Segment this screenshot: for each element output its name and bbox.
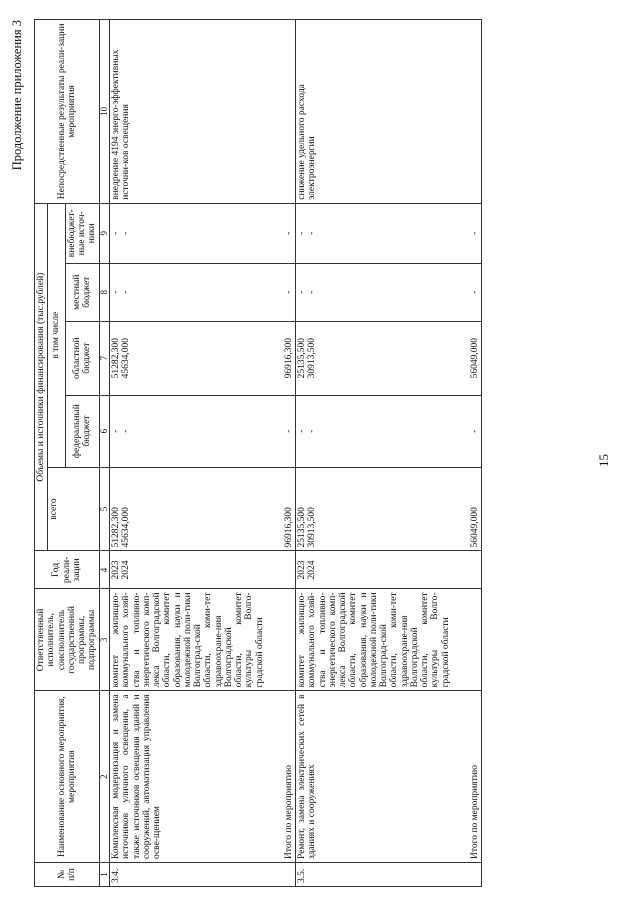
measure-name: Комплексная модернизация и замена источников уличного освещения, а также источников освещения зданий и сооружений, автоматизация управления осве-щением bbox=[110, 691, 270, 863]
header-local: местный бюджет bbox=[65, 263, 99, 321]
column-number-row bbox=[99, 20, 110, 887]
extra-value: - bbox=[297, 231, 308, 235]
measure-name: Ремонт, замена электрических сетей в зданиях и сооружениях bbox=[296, 691, 456, 863]
total-value: 30913,500 bbox=[307, 507, 318, 548]
local-cell bbox=[296, 263, 456, 321]
col-num: 10 bbox=[99, 20, 110, 204]
year-cell bbox=[296, 551, 456, 589]
year-value: 2023 bbox=[111, 560, 122, 580]
responsible-text: комитет жилищно-коммунального хозяй-ства и топливно-энергетического комп-лекса Волгоградской области, комитет образования, науки и молодежной поли-тики Волгоград-ской области, коми-тет здравоохране-ния Волгоградской области, комитет культуры Волго-градской области bbox=[296, 589, 456, 691]
year-value: 2024 bbox=[121, 560, 132, 580]
extra-value: - bbox=[111, 231, 122, 235]
regional-value: 25135,500 bbox=[297, 337, 308, 379]
extra-cell bbox=[296, 203, 456, 263]
total-value: 25135,500 bbox=[297, 507, 308, 548]
subtotal-regional: 96916,300 bbox=[270, 321, 296, 395]
table-row bbox=[456, 20, 482, 887]
subtotal-label: Итого по мероприятию bbox=[270, 691, 296, 863]
header-funding: Объемы и источники финансирования (тыс.рублей) bbox=[35, 203, 48, 551]
table-row bbox=[296, 20, 456, 887]
subtotal-extra: - bbox=[456, 203, 482, 263]
responsible-text: комитет жилищно-коммунального хозяй-ства и топливно-энергетического комп-лекса Волгоградской области, комитет образования, науки и молодежной поли-тики Волгоград-ской области, коми-тет здравоохране-ния Волгоградской области, комитет культуры Волго-градской области bbox=[110, 589, 270, 691]
local-value: - bbox=[307, 290, 318, 294]
subtotal-federal: - bbox=[270, 395, 296, 467]
result-text: снижение удельного расхода электроэнергии bbox=[296, 20, 456, 204]
col-num: 2 bbox=[99, 691, 110, 863]
table-row bbox=[270, 20, 296, 887]
local-value: - bbox=[297, 290, 308, 294]
col-num: 9 bbox=[99, 203, 110, 263]
header-total: всего bbox=[48, 467, 99, 551]
col-num: 5 bbox=[99, 467, 110, 551]
row-number: 3.5. bbox=[296, 863, 456, 887]
subtotal-extra: - bbox=[270, 203, 296, 263]
subtotal-total: 96916,300 bbox=[270, 467, 296, 551]
total-cell bbox=[296, 467, 456, 551]
local-value: - bbox=[111, 290, 122, 294]
subtotal-label: Итого по мероприятию bbox=[456, 691, 482, 863]
regional-value: 51282,300 bbox=[111, 337, 122, 379]
regional-cell bbox=[296, 321, 456, 395]
row-number: 3.4. bbox=[110, 863, 270, 887]
federal-cell bbox=[110, 395, 270, 467]
year-cell bbox=[110, 551, 270, 589]
table-row bbox=[110, 20, 270, 887]
col-num: 7 bbox=[99, 321, 110, 395]
federal-value: - bbox=[297, 429, 308, 433]
header-regional: областной бюджет bbox=[65, 321, 99, 395]
funding-table bbox=[34, 19, 482, 887]
page-number: 15 bbox=[596, 454, 611, 467]
header-no: № п/п bbox=[35, 863, 100, 887]
year-value: 2024 bbox=[307, 560, 318, 580]
col-num: 8 bbox=[99, 263, 110, 321]
header-year: Год реали-зации bbox=[35, 551, 100, 589]
header-name: Наименование основного мероприятия, мероприятия bbox=[35, 691, 100, 863]
col-num: 4 bbox=[99, 551, 110, 589]
result-text: внедрение 4194 энерго-эффективных источни-ков освещения bbox=[110, 20, 270, 204]
continuation-label: Продолжение приложения 3 bbox=[10, 20, 24, 171]
extra-cell bbox=[110, 203, 270, 263]
total-value: 45634,000 bbox=[121, 507, 132, 548]
federal-value: - bbox=[307, 429, 318, 433]
header-extra: внебюджет-ные источ-ники bbox=[65, 203, 99, 263]
header-responsible: Ответственный исполнитель, соисполнитель государственной программы, подпрограммы bbox=[35, 589, 100, 691]
extra-value: - bbox=[307, 231, 318, 235]
col-num: 6 bbox=[99, 395, 110, 467]
regional-cell bbox=[110, 321, 270, 395]
col-num: 1 bbox=[99, 863, 110, 887]
subtotal-local: - bbox=[270, 263, 296, 321]
federal-cell bbox=[296, 395, 456, 467]
federal-value: - bbox=[111, 429, 122, 433]
header-results: Непосредственные результаты реали-зации мероприятия bbox=[35, 20, 100, 204]
local-value: - bbox=[121, 290, 132, 294]
local-cell bbox=[110, 263, 270, 321]
header-federal: федеральный бюджет bbox=[65, 395, 99, 467]
subtotal-regional: 56049,000 bbox=[456, 321, 482, 395]
col-num: 3 bbox=[99, 589, 110, 691]
regional-value: 45634,000 bbox=[121, 337, 132, 379]
header-incl: в том числе bbox=[48, 203, 66, 467]
total-cell bbox=[110, 467, 270, 551]
header-row-1 bbox=[35, 20, 48, 887]
federal-value: - bbox=[121, 429, 132, 433]
year-value: 2023 bbox=[297, 560, 308, 580]
total-value: 51282,300 bbox=[111, 507, 122, 548]
subtotal-total: 56049,000 bbox=[456, 467, 482, 551]
extra-value: - bbox=[121, 231, 132, 235]
subtotal-local: - bbox=[456, 263, 482, 321]
regional-value: 30913,500 bbox=[307, 337, 318, 379]
subtotal-federal: - bbox=[456, 395, 482, 467]
